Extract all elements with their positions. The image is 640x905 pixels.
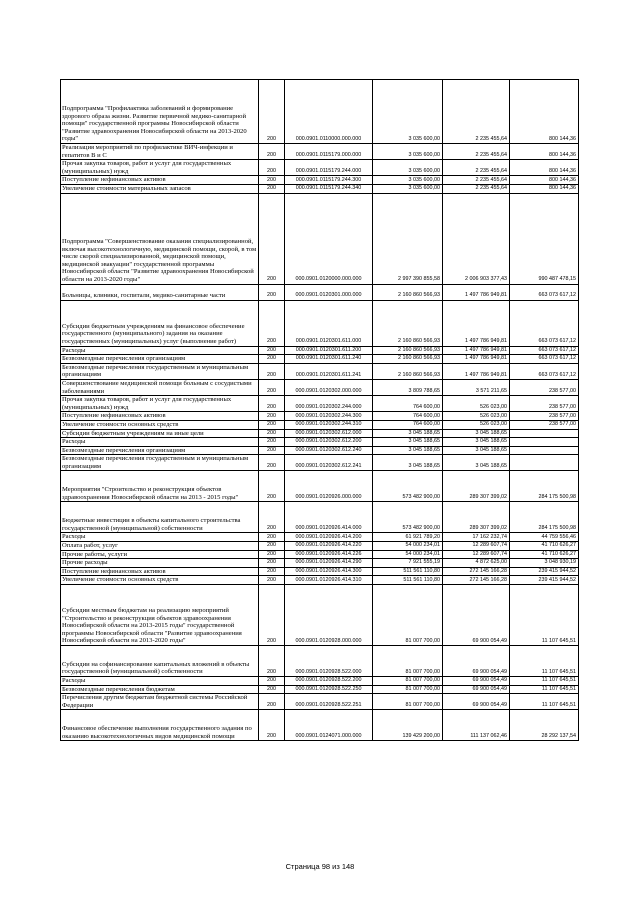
cell-code: 000.0901.0120926.414.310 — [285, 576, 373, 585]
page-footer: Страница 98 из 148 — [285, 862, 355, 871]
cell-code: 000.0901.0115179.244.000 — [285, 160, 373, 176]
cell-name: Поступление нефинансовых активов — [61, 567, 259, 576]
table-row — [61, 677, 579, 686]
cell-a2: 1 497 786 949,81 — [443, 363, 510, 379]
cell-code: 000.0901.0110000.000.000 — [285, 80, 373, 144]
cell-code: 000.0901.0120302.612.240 — [285, 446, 373, 455]
cell-grbs: 200 — [259, 420, 285, 429]
cell-a1: 2 160 860 566,93 — [373, 363, 443, 379]
cell-a2: 3 045 188,65 — [443, 438, 510, 447]
cell-a3 — [510, 446, 579, 455]
cell-a2: 3 045 188,65 — [443, 446, 510, 455]
cell-name: Безвозмездные перечисления бюджетам — [61, 685, 259, 694]
table-row — [61, 685, 579, 694]
cell-a2: 2 006 903 377,43 — [443, 193, 510, 284]
cell-name: Безвозмездные перечисления организациям — [61, 446, 259, 455]
cell-a2: 289 307 399,02 — [443, 502, 510, 533]
cell-grbs: 200 — [259, 567, 285, 576]
cell-a1: 3 045 188,65 — [373, 429, 443, 438]
cell-a1: 3 045 188,65 — [373, 446, 443, 455]
table-row — [61, 379, 579, 395]
cell-a2: 526 023,00 — [443, 412, 510, 421]
cell-name: Поступление нефинансовых активов — [61, 412, 259, 421]
cell-name: Увеличение стоимости основных средств — [61, 420, 259, 429]
cell-code: 000.0901.0120302.244.300 — [285, 412, 373, 421]
cell-code: 000.0901.0120301.611.000 — [285, 300, 373, 346]
table-row — [61, 550, 579, 559]
cell-a1: 511 561 110,80 — [373, 576, 443, 585]
cell-name: Прочая закупка товаров, работ и услуг для государственных (муниципальных) нужд — [61, 396, 259, 412]
table-row — [61, 300, 579, 346]
cell-a1: 3 035 600,00 — [373, 80, 443, 144]
cell-code: 000.0901.0120301.611.240 — [285, 355, 373, 364]
budget-table-body — [61, 80, 579, 741]
cell-name: Субсидии местным бюджетам на реализацию мероприятий "Строительство и реконструкция объектов здравоохранения Новосибирской области на 2013-2015 годы" государственной программы Новосибирской области "Развитие здравоохранения Новосибирской области на 2013-2020 годы" — [61, 585, 259, 646]
cell-code: 000.0901.0120926.414.200 — [285, 533, 373, 542]
budget-table — [60, 79, 579, 741]
cell-a1: 2 160 860 566,93 — [373, 300, 443, 346]
cell-code: 000.0901.0120926.414.000 — [285, 502, 373, 533]
table-row — [61, 576, 579, 585]
cell-a1: 81 007 700,00 — [373, 694, 443, 710]
cell-a2: 69 900 054,49 — [443, 694, 510, 710]
cell-a3: 3 048 930,19 — [510, 559, 579, 568]
cell-grbs: 200 — [259, 176, 285, 185]
cell-a3: 284 175 500,98 — [510, 502, 579, 533]
cell-name: Расходы — [61, 438, 259, 447]
cell-a3 — [510, 438, 579, 447]
table-row — [61, 694, 579, 710]
table-row — [61, 420, 579, 429]
cell-name: Расходы — [61, 533, 259, 542]
cell-a1: 2 160 860 566,93 — [373, 355, 443, 364]
table-row — [61, 646, 579, 677]
cell-grbs: 200 — [259, 355, 285, 364]
cell-a2: 1 497 786 949,81 — [443, 355, 510, 364]
table-row — [61, 346, 579, 355]
cell-grbs: 200 — [259, 710, 285, 741]
table-row — [61, 559, 579, 568]
cell-a3: 11 107 645,51 — [510, 677, 579, 686]
cell-a1: 2 997 390 855,58 — [373, 193, 443, 284]
table-row — [61, 396, 579, 412]
cell-grbs: 200 — [259, 396, 285, 412]
cell-a3: 663 073 617,12 — [510, 346, 579, 355]
cell-name: Безвозмездные перечисления государственным и муниципальным организациям — [61, 455, 259, 471]
cell-a3: 800 144,36 — [510, 184, 579, 193]
cell-a2: 12 289 607,74 — [443, 550, 510, 559]
cell-code: 000.0901.0120928.522.000 — [285, 646, 373, 677]
cell-grbs: 200 — [259, 446, 285, 455]
cell-name: Субсидии бюджетным учреждениям на иные цели — [61, 429, 259, 438]
cell-code: 000.0901.0120926.414.300 — [285, 567, 373, 576]
cell-grbs: 200 — [259, 346, 285, 355]
cell-a2: 2 235 455,64 — [443, 160, 510, 176]
table-row — [61, 502, 579, 533]
table-row — [61, 567, 579, 576]
cell-grbs: 200 — [259, 284, 285, 300]
cell-name: Прочая закупка товаров, работ и услуг для государственных (муниципальных) нужд — [61, 160, 259, 176]
cell-code: 000.0901.0120928.522.200 — [285, 677, 373, 686]
cell-grbs: 200 — [259, 502, 285, 533]
cell-a2: 3 045 188,65 — [443, 429, 510, 438]
cell-name: Прочие расходы — [61, 559, 259, 568]
table-row — [61, 585, 579, 646]
cell-a2: 272 145 166,28 — [443, 567, 510, 576]
cell-code: 000.0901.0120302.612.241 — [285, 455, 373, 471]
cell-grbs: 200 — [259, 550, 285, 559]
cell-a2: 2 235 455,64 — [443, 176, 510, 185]
cell-a2: 4 872 625,00 — [443, 559, 510, 568]
cell-code: 000.0901.0115179.244.340 — [285, 184, 373, 193]
cell-a3: 11 107 645,51 — [510, 694, 579, 710]
cell-name: Расходы — [61, 677, 259, 686]
cell-name: Расходы — [61, 346, 259, 355]
cell-a1: 573 482 900,00 — [373, 502, 443, 533]
cell-code: 000.0901.0120301.611.200 — [285, 346, 373, 355]
cell-name: Перечисления другим бюджетам бюджетной системы Российской Федерации — [61, 694, 259, 710]
cell-grbs: 200 — [259, 184, 285, 193]
cell-a3: 11 107 645,51 — [510, 646, 579, 677]
cell-a2: 1 497 786 949,81 — [443, 346, 510, 355]
cell-grbs: 200 — [259, 160, 285, 176]
cell-code: 000.0901.0120928.000.000 — [285, 585, 373, 646]
cell-a1: 61 921 789,20 — [373, 533, 443, 542]
cell-code: 000.0901.0124071.000.000 — [285, 710, 373, 741]
cell-a3: 239 415 944,52 — [510, 567, 579, 576]
cell-a3: 239 415 944,52 — [510, 576, 579, 585]
cell-grbs: 200 — [259, 80, 285, 144]
cell-a3: 28 292 137,54 — [510, 710, 579, 741]
cell-a1: 3 045 188,65 — [373, 455, 443, 471]
cell-name: Безвозмездные перечисления государственным и муниципальным организациям — [61, 363, 259, 379]
cell-name: Оплата работ, услуг — [61, 542, 259, 551]
cell-code: 000.0901.0120928.522.250 — [285, 685, 373, 694]
cell-grbs: 200 — [259, 533, 285, 542]
cell-a1: 3 035 600,00 — [373, 144, 443, 160]
cell-a1: 3 035 600,00 — [373, 160, 443, 176]
table-row — [61, 363, 579, 379]
cell-name: Больницы, клиники, госпитали, медико-санитарные части — [61, 284, 259, 300]
cell-name: Увеличение стоимости материальных запасов — [61, 184, 259, 193]
table-row — [61, 710, 579, 741]
table-row — [61, 542, 579, 551]
cell-a2: 2 235 455,64 — [443, 184, 510, 193]
cell-a3: 41 710 626,27 — [510, 550, 579, 559]
cell-a2: 272 145 166,28 — [443, 576, 510, 585]
cell-grbs: 200 — [259, 685, 285, 694]
cell-grbs: 200 — [259, 585, 285, 646]
table-row — [61, 446, 579, 455]
cell-grbs: 200 — [259, 576, 285, 585]
table-row — [61, 429, 579, 438]
cell-code: 000.0901.0120000.000.000 — [285, 193, 373, 284]
cell-a3: 990 487 478,15 — [510, 193, 579, 284]
cell-a2: 69 900 054,49 — [443, 677, 510, 686]
cell-a1: 3 045 188,65 — [373, 438, 443, 447]
cell-a2: 2 235 455,64 — [443, 144, 510, 160]
cell-a3: 663 073 617,12 — [510, 300, 579, 346]
cell-grbs: 200 — [259, 412, 285, 421]
cell-a1: 764 600,00 — [373, 420, 443, 429]
cell-code: 000.0901.0120926.414.226 — [285, 550, 373, 559]
cell-a2: 69 900 054,49 — [443, 646, 510, 677]
table-row — [61, 533, 579, 542]
cell-a2: 12 289 607,74 — [443, 542, 510, 551]
cell-name: Реализация мероприятий по профилактике ВИЧ-инфекции и гепатитов В и С — [61, 144, 259, 160]
cell-a2: 69 900 054,49 — [443, 585, 510, 646]
cell-a2: 289 307 399,02 — [443, 471, 510, 502]
cell-grbs: 200 — [259, 438, 285, 447]
cell-a1: 81 007 700,00 — [373, 685, 443, 694]
cell-a2: 17 162 232,74 — [443, 533, 510, 542]
table-row — [61, 144, 579, 160]
table-row — [61, 284, 579, 300]
cell-name: Совершенствование медицинской помощи больным с сосудистыми заболеваниями — [61, 379, 259, 395]
cell-code: 000.0901.0120926.414.290 — [285, 559, 373, 568]
cell-code: 000.0901.0120928.522.251 — [285, 694, 373, 710]
table-row — [61, 193, 579, 284]
cell-name: Увеличение стоимости основных средств — [61, 576, 259, 585]
cell-a3: 238 577,00 — [510, 396, 579, 412]
cell-a3: 663 073 617,12 — [510, 355, 579, 364]
cell-grbs: 200 — [259, 144, 285, 160]
cell-a2: 3 571 211,65 — [443, 379, 510, 395]
cell-code: 000.0901.0120302.244.310 — [285, 420, 373, 429]
cell-a3: 41 710 626,27 — [510, 542, 579, 551]
cell-a1: 764 600,00 — [373, 396, 443, 412]
cell-name: Субсидии бюджетным учреждениям на финансовое обеспечение государственного (муниципального) задания на оказание государственных (муниципальных) услуг (выполнение работ) — [61, 300, 259, 346]
cell-a3: 238 577,00 — [510, 412, 579, 421]
cell-a1: 54 000 234,01 — [373, 542, 443, 551]
cell-a1: 54 000 234,01 — [373, 550, 443, 559]
table-row — [61, 471, 579, 502]
table-row — [61, 176, 579, 185]
cell-grbs: 200 — [259, 471, 285, 502]
cell-code: 000.0901.0120302.612.200 — [285, 438, 373, 447]
cell-a2: 526 023,00 — [443, 396, 510, 412]
cell-grbs: 200 — [259, 559, 285, 568]
cell-grbs: 200 — [259, 300, 285, 346]
cell-a3: 800 144,36 — [510, 176, 579, 185]
table-row — [61, 184, 579, 193]
cell-a3: 663 073 617,12 — [510, 284, 579, 300]
cell-grbs: 200 — [259, 455, 285, 471]
cell-a3: 800 144,36 — [510, 160, 579, 176]
cell-a3: 44 759 556,46 — [510, 533, 579, 542]
cell-a1: 3 035 600,00 — [373, 184, 443, 193]
cell-a2: 3 045 188,65 — [443, 455, 510, 471]
cell-name: Подпрограмма "Совершенствование оказания специализированной, включая высокотехнологичную, медицинской помощи, скорой, в том числе скорой специализированной, медицинской помощи, медицинской эвакуации" государственной программы Новосибирской области "Развитие здравоохранения Новосибирской области на 2013-2020 годы" — [61, 193, 259, 284]
cell-code: 000.0901.0120926.414.220 — [285, 542, 373, 551]
cell-grbs: 200 — [259, 363, 285, 379]
table-row — [61, 355, 579, 364]
cell-a1: 2 160 860 566,93 — [373, 346, 443, 355]
cell-grbs: 200 — [259, 429, 285, 438]
table-row — [61, 412, 579, 421]
cell-a3 — [510, 429, 579, 438]
cell-a2: 526 023,00 — [443, 420, 510, 429]
cell-name: Поступление нефинансовых активов — [61, 176, 259, 185]
cell-code: 000.0901.0120301.611.241 — [285, 363, 373, 379]
cell-name: Финансовое обеспечение выполнения государственного задания по оказанию высокотехнологичных видов медицинской помощи — [61, 710, 259, 741]
cell-a3: 284 175 500,98 — [510, 471, 579, 502]
cell-a2: 2 235 455,64 — [443, 80, 510, 144]
cell-grbs: 200 — [259, 193, 285, 284]
cell-a2: 69 900 054,49 — [443, 685, 510, 694]
cell-grbs: 200 — [259, 677, 285, 686]
cell-a3: 663 073 617,12 — [510, 363, 579, 379]
cell-grbs: 200 — [259, 379, 285, 395]
cell-a1: 7 921 555,19 — [373, 559, 443, 568]
cell-a1: 81 007 700,00 — [373, 677, 443, 686]
cell-grbs: 200 — [259, 694, 285, 710]
cell-code: 000.0901.0120302.244.000 — [285, 396, 373, 412]
cell-a3: 11 107 645,51 — [510, 685, 579, 694]
cell-code: 000.0901.0115179.000.000 — [285, 144, 373, 160]
cell-a1: 81 007 700,00 — [373, 646, 443, 677]
cell-name: Бюджетные инвестиции в объекты капитального строительства государственной (муниципальной) собственности — [61, 502, 259, 533]
cell-a3: 238 577,00 — [510, 420, 579, 429]
cell-a3: 800 144,36 — [510, 144, 579, 160]
cell-code: 000.0901.0120926.000.000 — [285, 471, 373, 502]
table-row — [61, 455, 579, 471]
cell-a2: 1 497 786 949,81 — [443, 300, 510, 346]
cell-a3: 800 144,36 — [510, 80, 579, 144]
cell-a3: 11 107 645,51 — [510, 585, 579, 646]
cell-a2: 111 137 062,46 — [443, 710, 510, 741]
cell-a1: 81 007 700,00 — [373, 585, 443, 646]
cell-a3 — [510, 455, 579, 471]
table-row — [61, 438, 579, 447]
cell-a3: 238 577,00 — [510, 379, 579, 395]
cell-name: Безвозмездные перечисления организациям — [61, 355, 259, 364]
cell-a1: 511 561 110,80 — [373, 567, 443, 576]
cell-a1: 3 035 600,00 — [373, 176, 443, 185]
cell-code: 000.0901.0120301.000.000 — [285, 284, 373, 300]
cell-grbs: 200 — [259, 646, 285, 677]
cell-name: Мероприятия "Строительство и реконструкция объектов здравоохранения Новосибирской области на 2013 - 2015 годы" — [61, 471, 259, 502]
cell-grbs: 200 — [259, 542, 285, 551]
cell-a1: 764 600,00 — [373, 412, 443, 421]
cell-name: Прочие работы, услуги — [61, 550, 259, 559]
table-row — [61, 160, 579, 176]
cell-code: 000.0901.0120302.612.000 — [285, 429, 373, 438]
cell-code: 000.0901.0120302.000.000 — [285, 379, 373, 395]
table-row — [61, 80, 579, 144]
cell-code: 000.0901.0115179.244.300 — [285, 176, 373, 185]
cell-a2: 1 497 786 949,81 — [443, 284, 510, 300]
cell-a1: 3 809 788,65 — [373, 379, 443, 395]
cell-name: Субсидии на софинансирование капитальных вложений в объекты государственной (муниципальной) собственности — [61, 646, 259, 677]
cell-name: Подпрограмма "Профилактика заболеваний и формирование здорового образа жизни. Развитие первичной медико-санитарной помощи" государственной программы Новосибирской области "Развитие здравоохранения Новосибирской области на 2013-2020 годы" — [61, 80, 259, 144]
cell-a1: 573 482 900,00 — [373, 471, 443, 502]
cell-a1: 139 429 200,00 — [373, 710, 443, 741]
cell-a1: 2 160 860 566,93 — [373, 284, 443, 300]
